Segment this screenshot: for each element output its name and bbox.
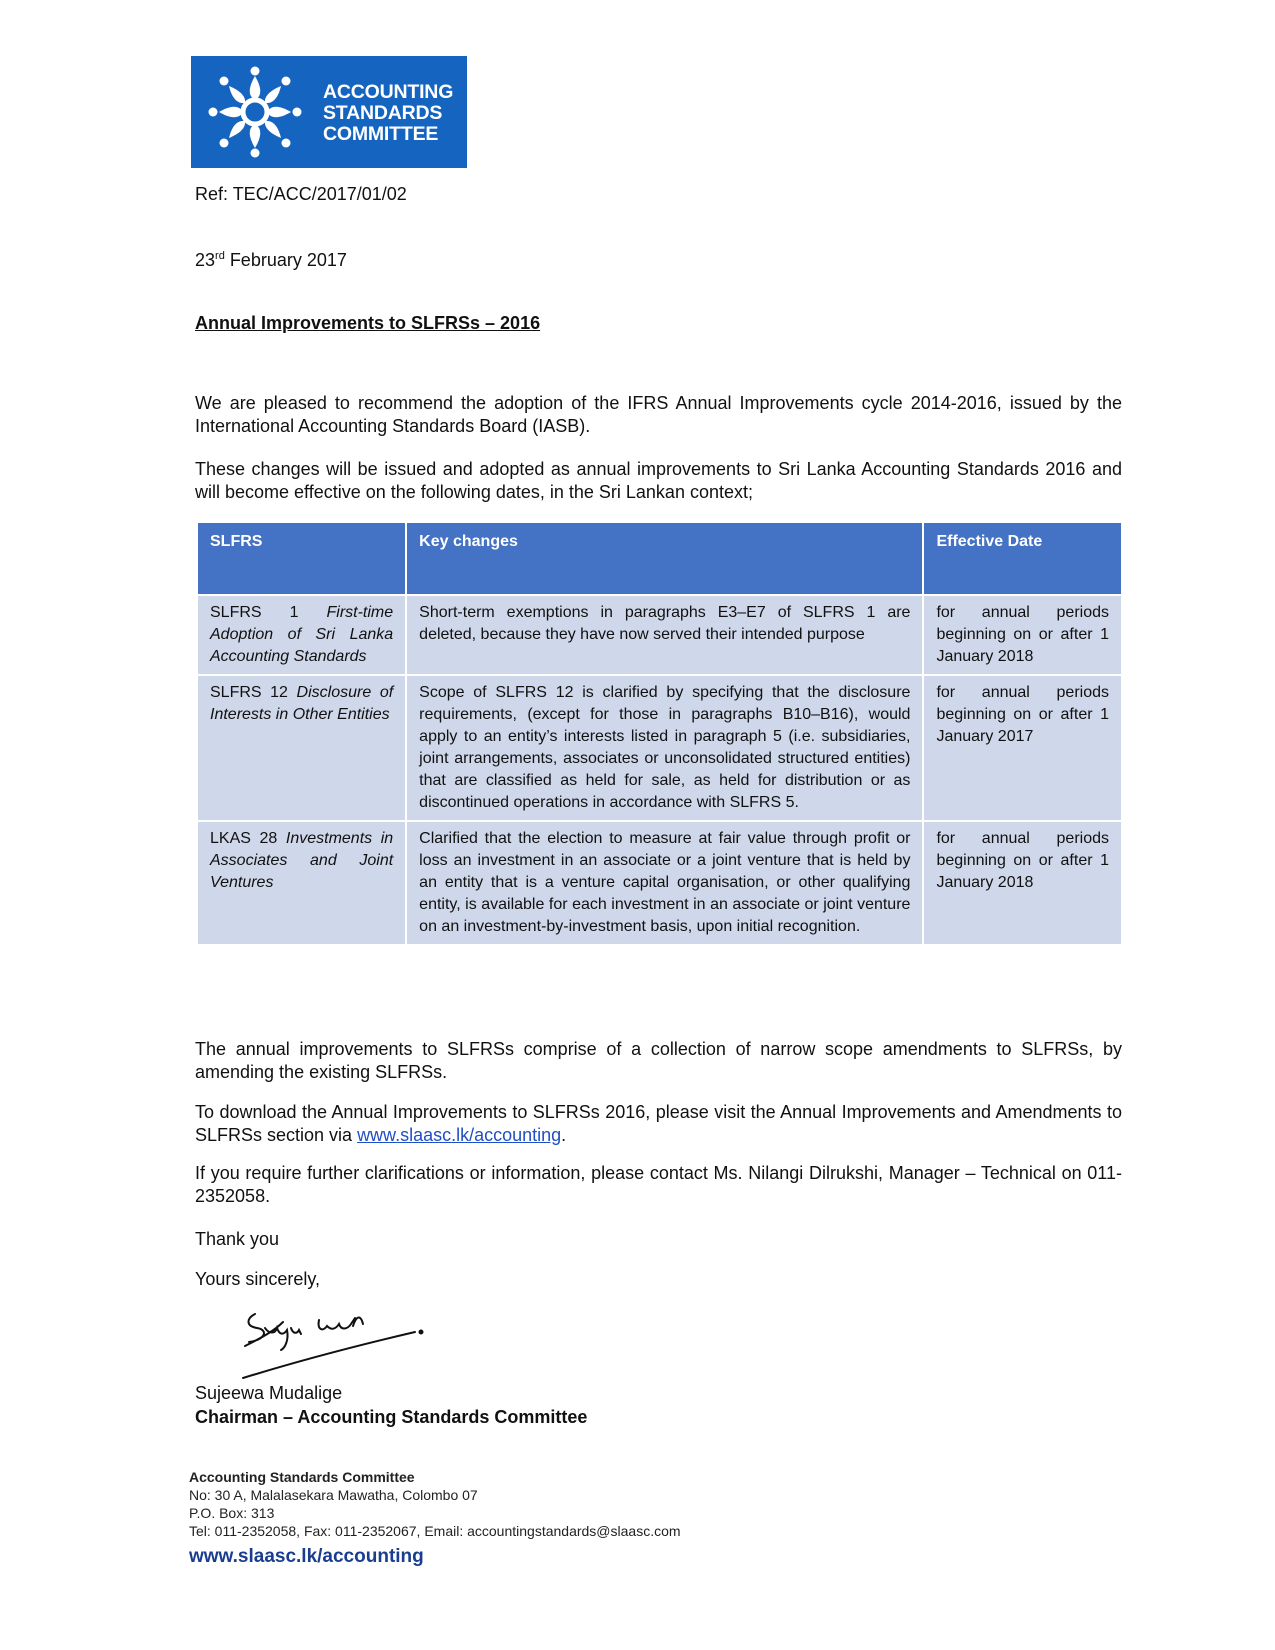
standard-name: First-time Adoption of Sri Lanka Accounting Standards [210, 604, 394, 665]
table-row [198, 822, 1121, 944]
footer-org: Accounting Standards Committee [189, 1469, 415, 1485]
letter-subject: Annual Improvements to SLFRSs – 2016 [195, 313, 541, 333]
paragraph-contact: If you require further clarifications or information, please contact Ms. Nilangi Dilrukshi, Manager – Technical on 011-2352058. [195, 1163, 1122, 1206]
footer-pobox: P.O. Box: 313 [189, 1505, 275, 1521]
paragraph-effective-context: These changes will be issued and adopted as annual improvements to Sri Lanka Accounting Standards 2016 and will become effective on the following dates, in the Sri Lankan context; [195, 459, 1122, 502]
paragraph-recommendation: We are pleased to recommend the adoption of the IFRS Annual Improvements cycle 2014-2016, issued by the International Accounting Standards Board (IASB). [195, 393, 1122, 436]
closing-salutation: Yours sincerely, [195, 1269, 321, 1289]
logo-line-2: STANDARDS [323, 102, 443, 124]
logo-line-1: ACCOUNTING [323, 81, 454, 103]
flower-emblem-icon [199, 66, 311, 158]
table-row [198, 676, 1121, 820]
header-slfrs: SLFRS [198, 523, 405, 594]
committee-logo [191, 56, 467, 168]
standard-code: SLFRS 1 [210, 604, 299, 621]
date-suffix: rd [215, 250, 225, 262]
logo-wordmark [323, 82, 453, 145]
header-key-changes: Key changes [407, 523, 922, 594]
changes-cell: Scope of SLFRS 12 is clarified by specifying that the disclosure requirements, (except for those in paragraphs B10–B16), would apply to an entity’s interests listed in paragraph 5 (i.e. subsidiaries, joint arrangements, associates or unconsolidated structured entities) that are classified as held for sale, as held for distribution or as discontinued operations in accordance with SLFRS 5. [407, 676, 922, 820]
effective-cell: for annual periods beginning on or after 1 January 2018 [924, 822, 1121, 944]
letterhead-footer [189, 1468, 681, 1566]
changes-cell: Short-term exemptions in paragraphs E3–E7 of SLFRS 1 are deleted, because they have now served their intended purpose [407, 596, 922, 674]
signer-name: Sujeewa Mudalige [195, 1383, 343, 1403]
logo-line-3: COMMITTEE [323, 123, 439, 145]
header-effective-date: Effective Date [924, 523, 1121, 594]
effective-cell: for annual periods beginning on or after 1 January 2018 [924, 596, 1121, 674]
footer-address: No: 30 A, Malalasekara Mawatha, Colombo 07 [189, 1487, 478, 1503]
reference-number: Ref: TEC/ACC/2017/01/02 [195, 184, 407, 204]
date-day: 23 [195, 250, 216, 270]
improvements-table [196, 521, 1123, 946]
standard-cell [198, 676, 405, 820]
standard-code: LKAS 28 [210, 830, 278, 847]
footer-website[interactable]: www.slaasc.lk/accounting [189, 1546, 424, 1567]
letter-date [195, 245, 347, 272]
standard-name: Disclosure of Interests in Other Entities [210, 684, 394, 723]
standard-cell [198, 822, 405, 944]
standard-name: Investments in Associates and Joint Ventures [210, 830, 394, 891]
footer-contact: Tel: 011-2352058, Fax: 011-2352067, Email: accountingstandards@slaasc.com [189, 1523, 681, 1539]
paragraph-download [195, 1101, 1122, 1147]
download-end: . [561, 1125, 567, 1145]
standard-code: SLFRS 12 [210, 684, 288, 701]
changes-cell: Clarified that the election to measure at fair value through profit or loss an investment in an associate or a joint venture that is held by an entity that is a venture capital organisation, or other qualifying entity, is available for each investment in an associate or joint venture on an investment-by-investment basis, upon initial recognition. [407, 822, 922, 944]
standard-cell [198, 596, 405, 674]
table-header-row [198, 523, 1121, 594]
table-row [198, 596, 1121, 674]
website-link[interactable]: www.slaasc.lk/accounting [357, 1125, 562, 1145]
signer-title: Chairman – Accounting Standards Committee [195, 1407, 588, 1427]
effective-cell: for annual periods beginning on or after 1 January 2017 [924, 676, 1121, 820]
thank-you: Thank you [195, 1229, 280, 1249]
download-text: To download the Annual Improvements to SLFRSs 2016, please visit the Annual Improvements and Amendments to SLFRSs section via [195, 1102, 1122, 1145]
paragraph-collection: The annual improvements to SLFRSs comprise of a collection of narrow scope amendments to SLFRSs, by amending the existing SLFRSs. [195, 1039, 1122, 1082]
date-rest: February 2017 [224, 250, 347, 270]
handwritten-signature [235, 1300, 435, 1380]
